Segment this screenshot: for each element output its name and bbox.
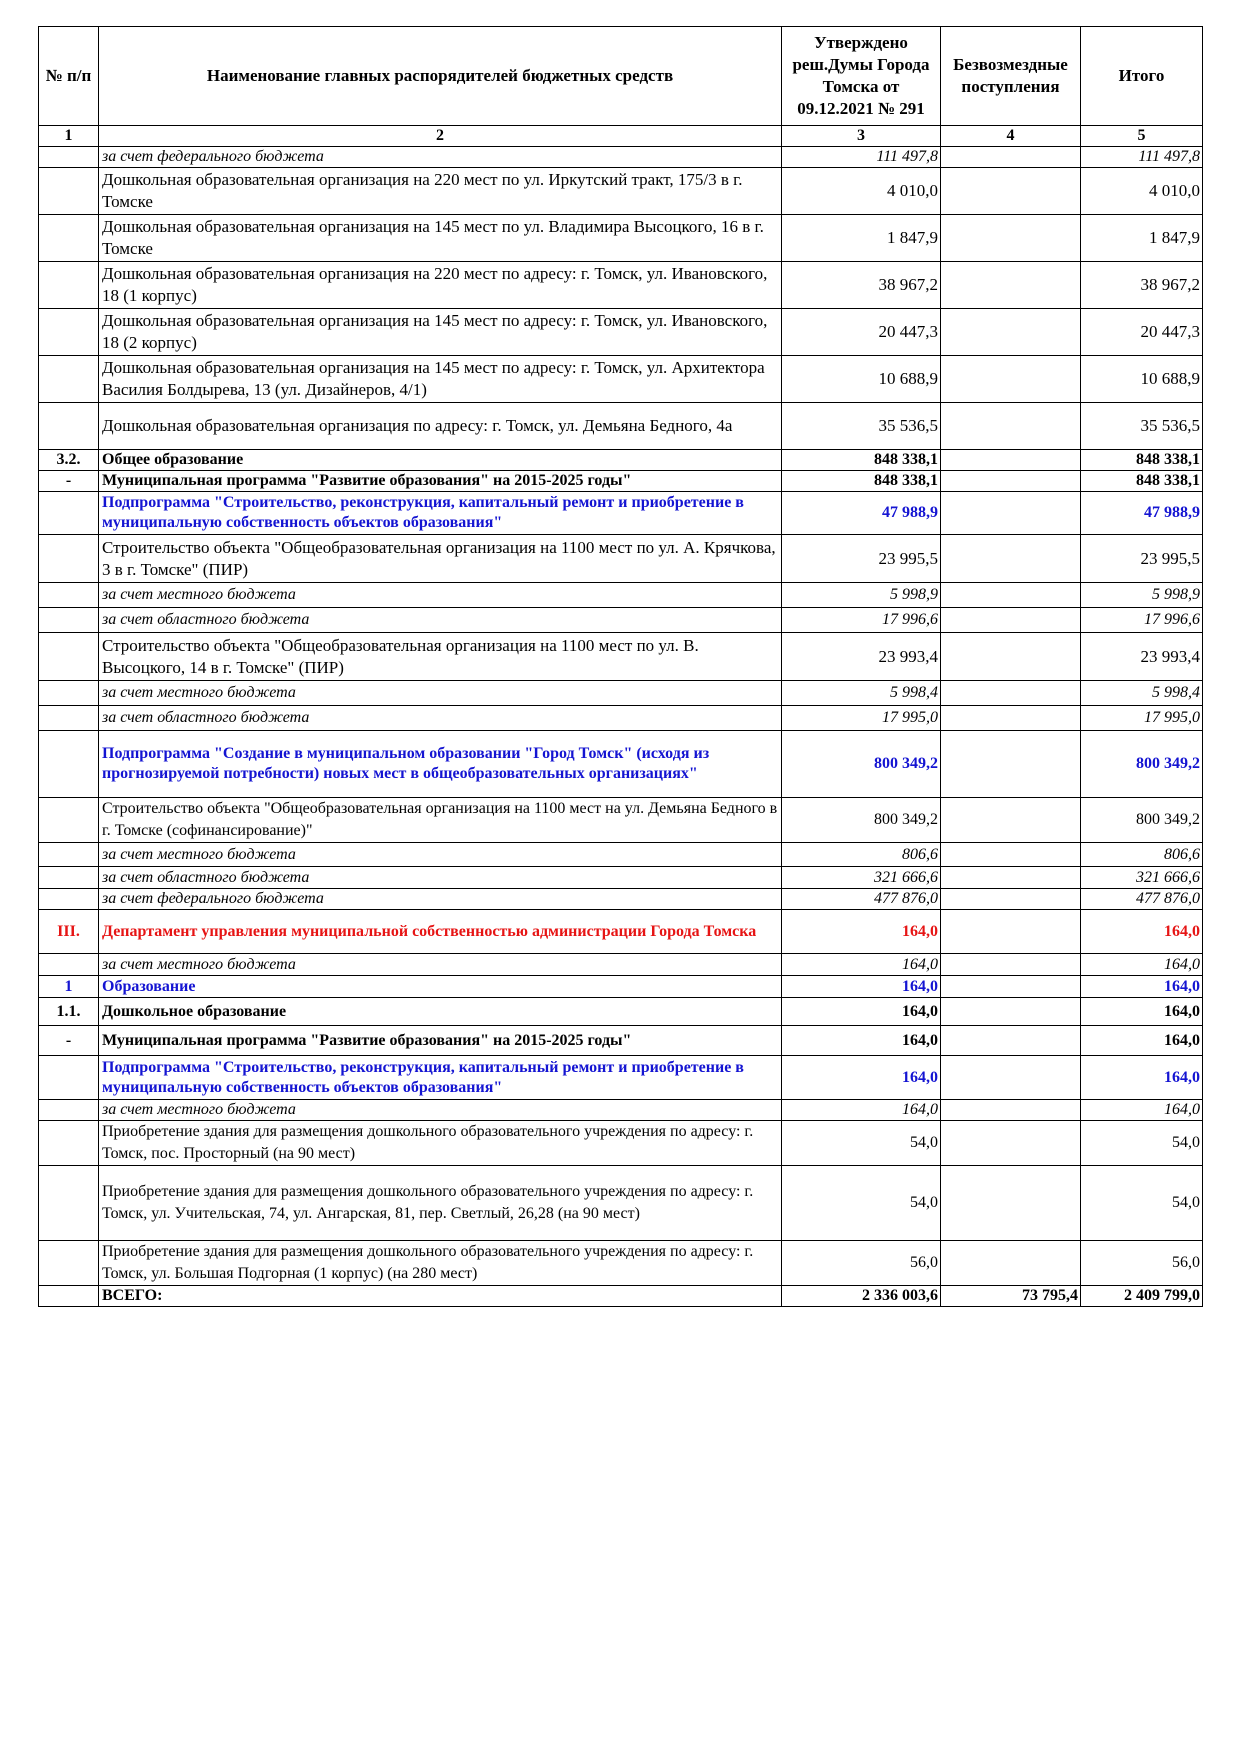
row-name: Дошкольная образовательная организация по адресу: г. Томск, ул. Демьяна Бедного, 4а xyxy=(99,403,782,450)
row-name: за счет местного бюджета xyxy=(99,681,782,706)
row-free-receipts-value xyxy=(941,954,1081,976)
row-name: Дошкольная образовательная организация на 145 мест по адресу: г. Томск, ул. Архитектора Василия Болдырева, 13 (ул. Дизайнеров, 4/1) xyxy=(99,356,782,403)
row-total-value: 800 349,2 xyxy=(1081,798,1203,843)
row-name: Подпрограмма "Создание в муниципальном образовании "Город Томск" (исходя из прогнозируемой потребности) новых мест в общеобразовательных организациях" xyxy=(99,731,782,798)
header-approved: Утверждено реш.Думы Города Томска от 09.12.2021 № 291 xyxy=(782,27,941,126)
row-approved-value: 5 998,9 xyxy=(782,583,941,608)
row-free-receipts-value xyxy=(941,168,1081,215)
row-number xyxy=(39,798,99,843)
row-total-value: 164,0 xyxy=(1081,954,1203,976)
row-free-receipts-value xyxy=(941,403,1081,450)
row-free-receipts-value xyxy=(941,976,1081,998)
row-approved-value: 1 847,9 xyxy=(782,215,941,262)
table-row xyxy=(39,867,1203,889)
header-name: Наименование главных распорядителей бюджетных средств xyxy=(99,27,782,126)
row-free-receipts-value xyxy=(941,1166,1081,1241)
row-number xyxy=(39,168,99,215)
row-approved-value: 2 336 003,6 xyxy=(782,1286,941,1307)
row-approved-value: 54,0 xyxy=(782,1121,941,1166)
table-row xyxy=(39,608,1203,633)
row-free-receipts-value xyxy=(941,867,1081,889)
row-free-receipts-value xyxy=(941,215,1081,262)
row-total-value: 848 338,1 xyxy=(1081,471,1203,492)
row-approved-value: 800 349,2 xyxy=(782,798,941,843)
row-total-value: 164,0 xyxy=(1081,910,1203,954)
row-number xyxy=(39,1286,99,1307)
row-approved-value: 477 876,0 xyxy=(782,889,941,910)
row-approved-value: 164,0 xyxy=(782,1026,941,1056)
row-name: за счет областного бюджета xyxy=(99,706,782,731)
table-row xyxy=(39,215,1203,262)
table-row xyxy=(39,1026,1203,1056)
header-total: Итого xyxy=(1081,27,1203,126)
row-approved-value: 23 993,4 xyxy=(782,633,941,681)
row-name: Дошкольная образовательная организация на 145 мест по ул. Владимира Высоцкого, 16 в г. Томске xyxy=(99,215,782,262)
row-number xyxy=(39,215,99,262)
row-total-value: 47 988,9 xyxy=(1081,492,1203,535)
row-total-value: 477 876,0 xyxy=(1081,889,1203,910)
row-number xyxy=(39,681,99,706)
row-total-value: 17 996,6 xyxy=(1081,608,1203,633)
row-free-receipts-value xyxy=(941,889,1081,910)
table-row xyxy=(39,954,1203,976)
row-total-value: 1 847,9 xyxy=(1081,215,1203,262)
row-free-receipts-value xyxy=(941,608,1081,633)
row-total-value: 23 995,5 xyxy=(1081,535,1203,583)
row-free-receipts-value: 73 795,4 xyxy=(941,1286,1081,1307)
row-approved-value: 164,0 xyxy=(782,910,941,954)
row-approved-value: 54,0 xyxy=(782,1166,941,1241)
row-total-value: 23 993,4 xyxy=(1081,633,1203,681)
row-approved-value: 848 338,1 xyxy=(782,471,941,492)
column-number-row xyxy=(39,126,1203,147)
table-row xyxy=(39,1286,1203,1307)
row-number: 1.1. xyxy=(39,998,99,1026)
row-name: за счет областного бюджета xyxy=(99,867,782,889)
table-row xyxy=(39,1166,1203,1241)
table-row xyxy=(39,535,1203,583)
table-row xyxy=(39,798,1203,843)
row-free-receipts-value xyxy=(941,147,1081,168)
row-approved-value: 23 995,5 xyxy=(782,535,941,583)
row-total-value: 164,0 xyxy=(1081,1026,1203,1056)
row-total-value: 4 010,0 xyxy=(1081,168,1203,215)
row-number xyxy=(39,535,99,583)
row-name: Строительство объекта "Общеобразовательная организация на 1100 мест на ул. Демьяна Бедного в г. Томске (софинансирование)" xyxy=(99,798,782,843)
row-name: Общее образование xyxy=(99,450,782,471)
row-number xyxy=(39,633,99,681)
row-approved-value: 164,0 xyxy=(782,998,941,1026)
row-number xyxy=(39,608,99,633)
table-row xyxy=(39,471,1203,492)
table-row xyxy=(39,492,1203,535)
table-row xyxy=(39,706,1203,731)
row-name: за счет местного бюджета xyxy=(99,583,782,608)
row-approved-value: 17 995,0 xyxy=(782,706,941,731)
budget-document xyxy=(38,26,1202,1307)
table-row xyxy=(39,910,1203,954)
row-name: Строительство объекта "Общеобразовательная организация на 1100 мест по ул. А. Крячкова, 3 в г. Томске" (ПИР) xyxy=(99,535,782,583)
row-free-receipts-value xyxy=(941,492,1081,535)
table-row xyxy=(39,450,1203,471)
row-approved-value: 111 497,8 xyxy=(782,147,941,168)
budget-table xyxy=(38,26,1203,1307)
row-free-receipts-value xyxy=(941,1056,1081,1100)
row-total-value: 800 349,2 xyxy=(1081,731,1203,798)
row-total-value: 5 998,4 xyxy=(1081,681,1203,706)
table-row xyxy=(39,1121,1203,1166)
row-name: за счет областного бюджета xyxy=(99,608,782,633)
row-approved-value: 164,0 xyxy=(782,954,941,976)
row-name: Дошкольная образовательная организация на 220 мест по адресу: г. Томск, ул. Ивановского, 18 (1 корпус) xyxy=(99,262,782,309)
row-total-value: 54,0 xyxy=(1081,1121,1203,1166)
row-free-receipts-value xyxy=(941,731,1081,798)
row-total-value: 56,0 xyxy=(1081,1241,1203,1286)
column-number: 4 xyxy=(941,126,1081,147)
row-free-receipts-value xyxy=(941,309,1081,356)
row-free-receipts-value xyxy=(941,450,1081,471)
row-name: за счет федерального бюджета xyxy=(99,147,782,168)
row-name: Муниципальная программа "Развитие образования" на 2015-2025 годы" xyxy=(99,1026,782,1056)
row-total-value: 17 995,0 xyxy=(1081,706,1203,731)
row-total-value: 111 497,8 xyxy=(1081,147,1203,168)
row-number xyxy=(39,1056,99,1100)
row-approved-value: 5 998,4 xyxy=(782,681,941,706)
row-free-receipts-value xyxy=(941,843,1081,867)
row-free-receipts-value xyxy=(941,998,1081,1026)
row-number xyxy=(39,1121,99,1166)
row-total-value: 164,0 xyxy=(1081,998,1203,1026)
row-approved-value: 47 988,9 xyxy=(782,492,941,535)
table-row xyxy=(39,262,1203,309)
row-total-value: 806,6 xyxy=(1081,843,1203,867)
table-row xyxy=(39,1100,1203,1121)
row-number xyxy=(39,889,99,910)
row-free-receipts-value xyxy=(941,356,1081,403)
table-row xyxy=(39,843,1203,867)
table-row xyxy=(39,681,1203,706)
row-number: 1 xyxy=(39,976,99,998)
row-approved-value: 164,0 xyxy=(782,1100,941,1121)
row-name: Приобретение здания для размещения дошкольного образовательного учреждения по адресу: г. Томск, пос. Просторный (на 90 мест) xyxy=(99,1121,782,1166)
row-name: Дошкольное образование xyxy=(99,998,782,1026)
row-total-value: 321 666,6 xyxy=(1081,867,1203,889)
row-total-value: 38 967,2 xyxy=(1081,262,1203,309)
row-total-value: 164,0 xyxy=(1081,1056,1203,1100)
table-row xyxy=(39,147,1203,168)
row-total-value: 2 409 799,0 xyxy=(1081,1286,1203,1307)
row-approved-value: 164,0 xyxy=(782,1056,941,1100)
row-total-value: 164,0 xyxy=(1081,1100,1203,1121)
column-number: 3 xyxy=(782,126,941,147)
row-approved-value: 56,0 xyxy=(782,1241,941,1286)
row-total-value: 54,0 xyxy=(1081,1166,1203,1241)
row-number xyxy=(39,356,99,403)
row-approved-value: 38 967,2 xyxy=(782,262,941,309)
row-number: - xyxy=(39,1026,99,1056)
header-num: № п/п xyxy=(39,27,99,126)
row-total-value: 35 536,5 xyxy=(1081,403,1203,450)
row-name: Дошкольная образовательная организация на 220 мест по ул. Иркутский тракт, 175/3 в г. Томске xyxy=(99,168,782,215)
table-row xyxy=(39,1241,1203,1286)
row-number xyxy=(39,954,99,976)
row-number xyxy=(39,262,99,309)
row-free-receipts-value xyxy=(941,910,1081,954)
row-number xyxy=(39,583,99,608)
row-approved-value: 321 666,6 xyxy=(782,867,941,889)
row-number xyxy=(39,867,99,889)
row-free-receipts-value xyxy=(941,633,1081,681)
row-free-receipts-value xyxy=(941,583,1081,608)
row-approved-value: 848 338,1 xyxy=(782,450,941,471)
row-free-receipts-value xyxy=(941,706,1081,731)
row-approved-value: 164,0 xyxy=(782,976,941,998)
row-name: за счет федерального бюджета xyxy=(99,889,782,910)
row-total-value: 10 688,9 xyxy=(1081,356,1203,403)
row-name: ВСЕГО: xyxy=(99,1286,782,1307)
row-approved-value: 4 010,0 xyxy=(782,168,941,215)
row-name: Департамент управления муниципальной собственностью администрации Города Томска xyxy=(99,910,782,954)
row-name: Дошкольная образовательная организация на 145 мест по адресу: г. Томск, ул. Ивановского, 18 (2 корпус) xyxy=(99,309,782,356)
table-body xyxy=(39,147,1203,1307)
row-total-value: 20 447,3 xyxy=(1081,309,1203,356)
row-free-receipts-value xyxy=(941,1121,1081,1166)
row-name: за счет местного бюджета xyxy=(99,954,782,976)
row-approved-value: 800 349,2 xyxy=(782,731,941,798)
row-total-value: 848 338,1 xyxy=(1081,450,1203,471)
table-row xyxy=(39,889,1203,910)
row-number xyxy=(39,1166,99,1241)
row-name: Муниципальная программа "Развитие образования" на 2015-2025 годы" xyxy=(99,471,782,492)
table-row xyxy=(39,731,1203,798)
row-free-receipts-value xyxy=(941,1026,1081,1056)
row-number xyxy=(39,1100,99,1121)
row-number xyxy=(39,403,99,450)
row-approved-value: 20 447,3 xyxy=(782,309,941,356)
row-name: за счет местного бюджета xyxy=(99,843,782,867)
row-number: 3.2. xyxy=(39,450,99,471)
row-number: III. xyxy=(39,910,99,954)
row-approved-value: 806,6 xyxy=(782,843,941,867)
row-name: Строительство объекта "Общеобразовательная организация на 1100 мест по ул. В. Высоцкого, 14 в г. Томске" (ПИР) xyxy=(99,633,782,681)
row-free-receipts-value xyxy=(941,262,1081,309)
table-row xyxy=(39,633,1203,681)
table-row xyxy=(39,168,1203,215)
table-row xyxy=(39,976,1203,998)
row-total-value: 5 998,9 xyxy=(1081,583,1203,608)
row-number xyxy=(39,1241,99,1286)
row-free-receipts-value xyxy=(941,535,1081,583)
row-free-receipts-value xyxy=(941,1100,1081,1121)
row-number: - xyxy=(39,471,99,492)
row-name: Подпрограмма "Строительство, реконструкция, капитальный ремонт и приобретение в муниципальную собственность объектов образования" xyxy=(99,1056,782,1100)
column-number: 5 xyxy=(1081,126,1203,147)
table-row xyxy=(39,998,1203,1026)
row-free-receipts-value xyxy=(941,1241,1081,1286)
row-number xyxy=(39,706,99,731)
row-approved-value: 35 536,5 xyxy=(782,403,941,450)
row-name: Приобретение здания для размещения дошкольного образовательного учреждения по адресу: г. Томск, ул. Большая Подгорная (1 корпус) (на 280 мест) xyxy=(99,1241,782,1286)
row-name: Приобретение здания для размещения дошкольного образовательного учреждения по адресу: г. Томск, ул. Учительская, 74, ул. Ангарская, 81, пер. Светлый, 26,28 (на 90 мест) xyxy=(99,1166,782,1241)
row-number xyxy=(39,492,99,535)
table-row xyxy=(39,309,1203,356)
row-name: Подпрограмма "Строительство, реконструкция, капитальный ремонт и приобретение в муниципальную собственность объектов образования" xyxy=(99,492,782,535)
column-number: 2 xyxy=(99,126,782,147)
row-name: Образование xyxy=(99,976,782,998)
row-number xyxy=(39,843,99,867)
row-number xyxy=(39,731,99,798)
row-number xyxy=(39,309,99,356)
row-free-receipts-value xyxy=(941,681,1081,706)
row-number xyxy=(39,147,99,168)
row-free-receipts-value xyxy=(941,471,1081,492)
header-free-receipts: Безвозмездные поступления xyxy=(941,27,1081,126)
column-number: 1 xyxy=(39,126,99,147)
row-free-receipts-value xyxy=(941,798,1081,843)
row-name: за счет местного бюджета xyxy=(99,1100,782,1121)
row-approved-value: 17 996,6 xyxy=(782,608,941,633)
table-row xyxy=(39,403,1203,450)
row-approved-value: 10 688,9 xyxy=(782,356,941,403)
row-total-value: 164,0 xyxy=(1081,976,1203,998)
table-row xyxy=(39,583,1203,608)
table-row xyxy=(39,356,1203,403)
table-header-row xyxy=(39,27,1203,126)
table-row xyxy=(39,1056,1203,1100)
